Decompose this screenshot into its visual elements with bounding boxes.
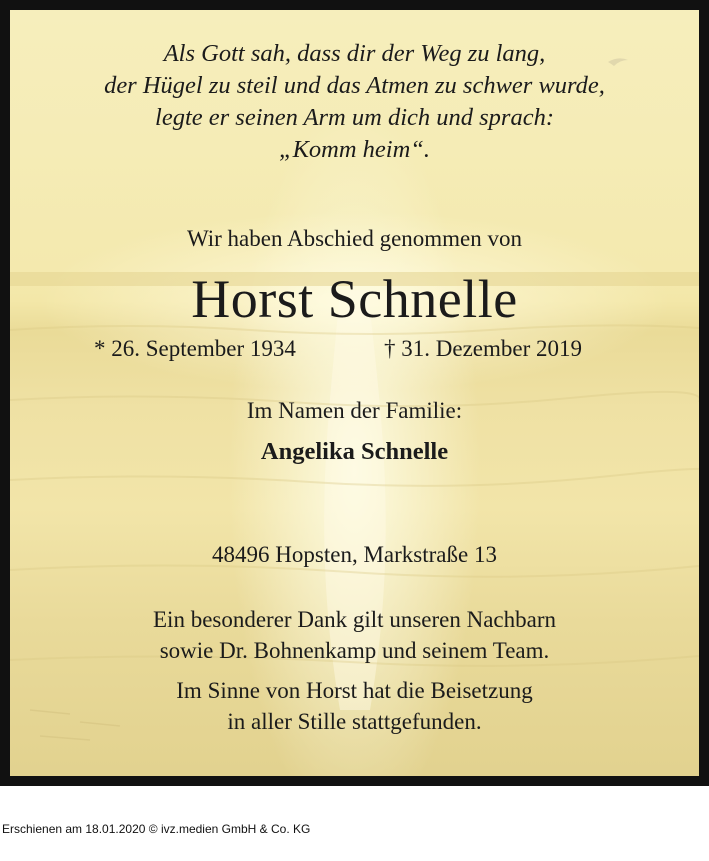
obituary-card bbox=[10, 10, 699, 776]
deceased-name: Horst Schnelle bbox=[191, 269, 518, 329]
thanks-line: sowie Dr. Bohnenkamp und seinem Team. bbox=[159, 638, 550, 663]
burial-line: Im Sinne von Horst hat die Beisetzung bbox=[176, 678, 533, 703]
address: 48496 Hopsten, Markstraße 13 bbox=[212, 542, 497, 567]
thanks-line: Ein besonderer Dank gilt unseren Nachbarn bbox=[153, 607, 556, 632]
poem-line: Als Gott sah, dass dir der Weg zu lang, bbox=[163, 40, 546, 67]
burial-note bbox=[10, 675, 699, 737]
poem-line: der Hügel zu steil und das Atmen zu schwer wurde, bbox=[104, 72, 605, 99]
poem-line: legte er seinen Arm um dich und sprach: bbox=[155, 104, 554, 131]
burial-line: in aller Stille stattgefunden. bbox=[227, 709, 482, 734]
publication-credit: Erschienen am 18.01.2020 © ivz.medien GmbH & Co. KG bbox=[2, 822, 311, 836]
death-date: † 31. Dezember 2019 bbox=[384, 336, 582, 361]
signer-name: Angelika Schnelle bbox=[260, 438, 449, 465]
poem bbox=[10, 38, 699, 166]
birth-date: * 26. September 1934 bbox=[94, 336, 296, 361]
obituary-content bbox=[10, 10, 699, 776]
family-label: Im Namen der Familie: bbox=[246, 398, 463, 423]
farewell-intro: Wir haben Abschied genommen von bbox=[186, 226, 523, 251]
poem-line: „Komm heim“. bbox=[278, 136, 431, 163]
thanks-note bbox=[10, 604, 699, 666]
